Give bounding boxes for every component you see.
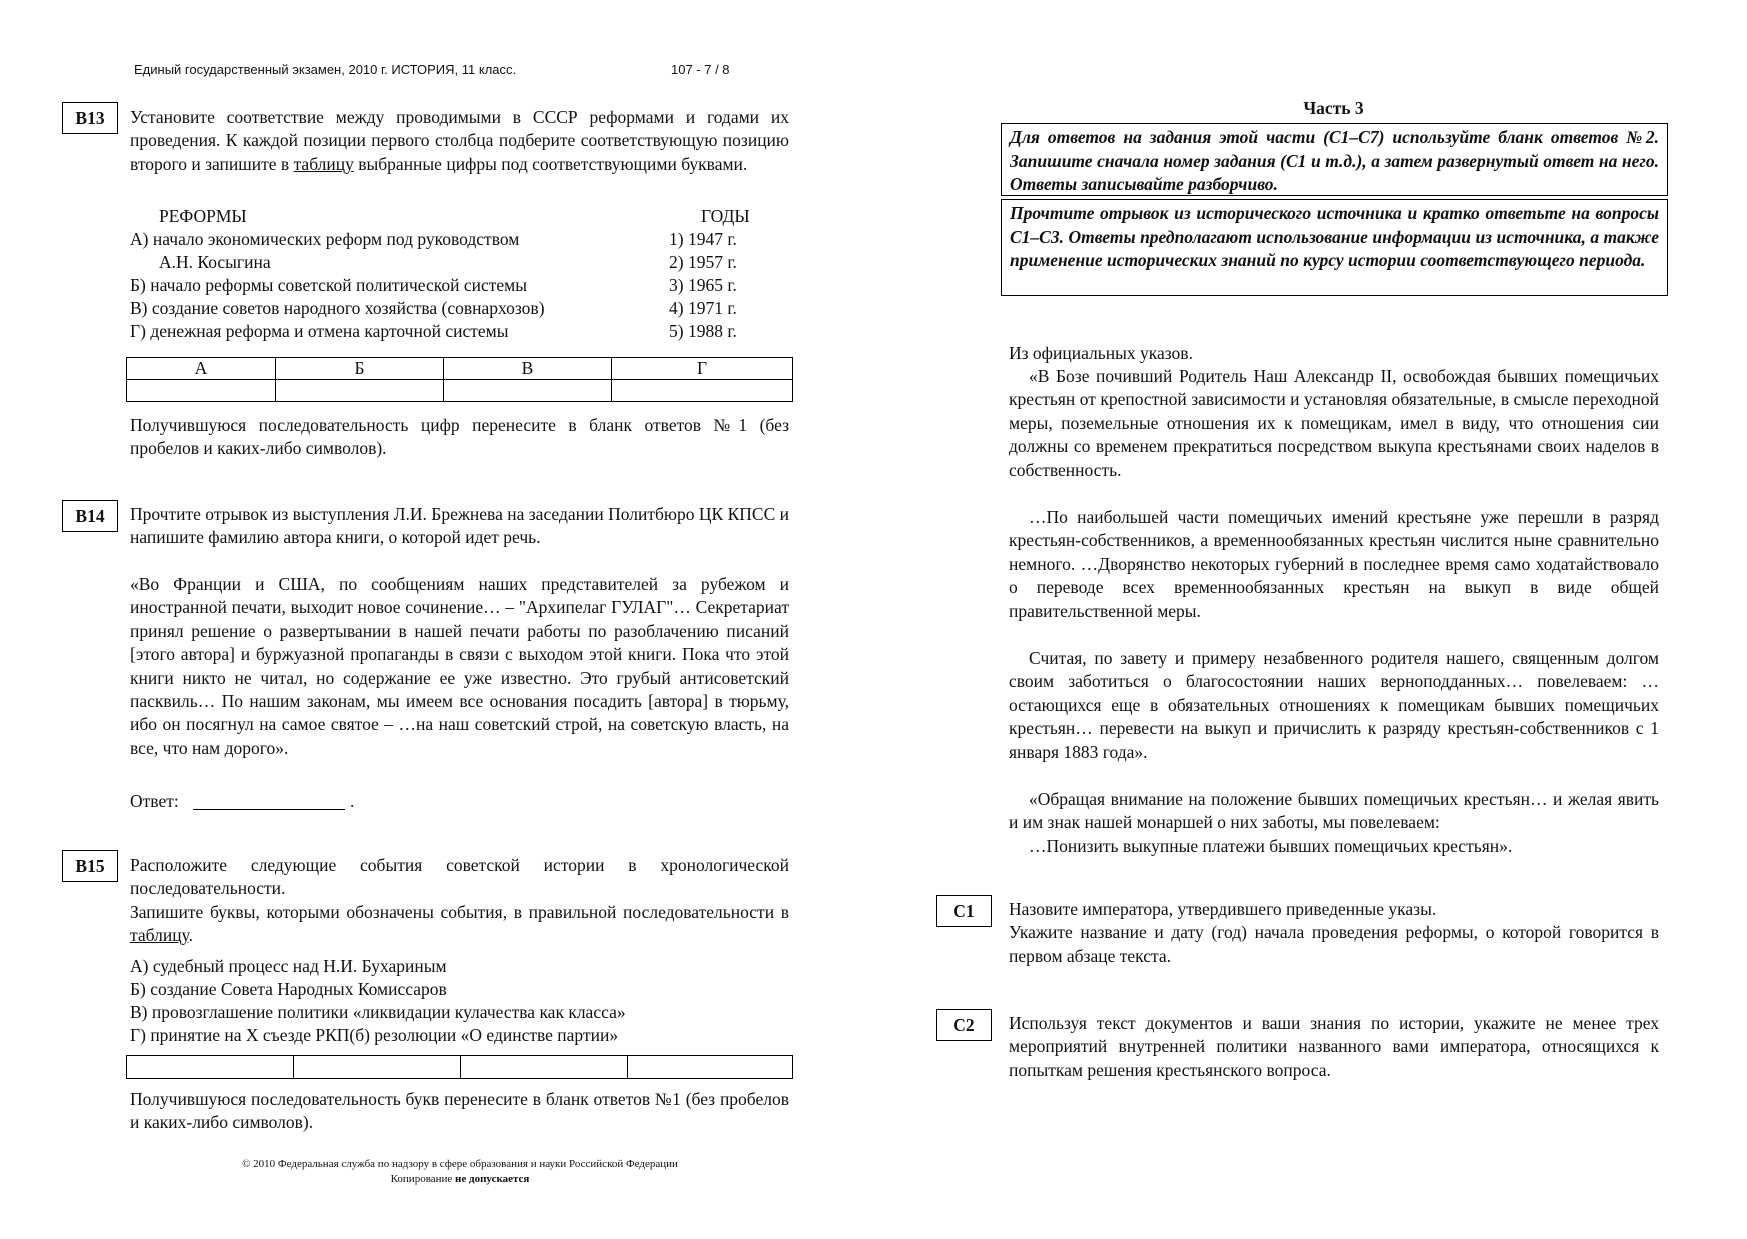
b15-answer-cell[interactable]	[294, 1056, 461, 1079]
b14-quote: «Во Франции и США, по сообщениям наших представителей за рубежом и иностранной печати, выходит новое сочинение… – "Архипелаг ГУЛАГ"… Секретариат принял решение о развертывании в нашей печати работы по разоблачению писаний [этого автора] и буржуазной пропаганды в связи с выходом этой книги. Пока что этой книги никто не читал, но содержание ее уже известно. Это грубый антисоветский пасквиль… По нашим законам, мы имеем все основания посадить [автора] в тюрьму, ибо он посягнул на самое святое – …на наш советский строй, на советскую власть, на все, что нам дорого».	[130, 574, 789, 758]
b13-col-years: ГОДЫ	[701, 206, 750, 226]
source-para-4: «Обращая внимание на положение бывших помещичьих крестьян… и желая явить и им знак нашей монаршей о них заботы, мы повелеваем:	[1009, 789, 1659, 833]
b15-item-g: Г) принятие на X съезде РКП(б) резолюции «О единстве партии»	[130, 1025, 619, 1045]
source-para-2: …По наибольшей части помещичьих имений крестьяне уже перешли в разряд крестьян-собственников, а временнообязанных крестьян числится ныне сравнительно немного. …Дворянство некоторых губерний в последнее время само ходатайствовало о переводе всех временнообязанных крестьян на выкуп в виде общей правительственной меры.	[1009, 507, 1659, 621]
b13-item-a-cont: А.Н. Косыгина	[159, 252, 271, 272]
page-code: 107 - 7 / 8	[671, 62, 730, 77]
b15-item-b: Б) создание Совета Народных Комиссаров	[130, 979, 447, 999]
b14-answer-line[interactable]	[193, 809, 345, 810]
b13-year-2: 2) 1957 г.	[669, 252, 737, 272]
source-para-1: «В Бозе почивший Родитель Наш Александр II, освобождая бывших помещичьих крестьян от крепостной зависимости и установляя обязательные, в смысле переходной меры, поземельные отношения их к помещикам, имел в виду, что отношения сии должны со временем прекратиться посредством выкупа крестьянами своих наделов в собственность.	[1009, 366, 1659, 480]
b13-item-a: А) начало экономических реформ под руководством	[130, 229, 520, 249]
b15-item-a: А) судебный процесс над Н.И. Бухариным	[130, 956, 447, 976]
b13-table-link: таблицу	[293, 153, 354, 174]
b13-answer-cell[interactable]	[444, 380, 612, 402]
footer-copy-note: Копирование не допускается	[390, 1173, 530, 1185]
task-tag-b15: B15	[62, 850, 118, 882]
b13-year-5: 5) 1988 г.	[669, 321, 737, 341]
b15-answer-cell[interactable]	[461, 1056, 628, 1079]
b13-year-4: 4) 1971 г.	[669, 298, 737, 318]
source-title: Из официальных указов.	[1009, 343, 1193, 363]
b15-table-link: таблицу	[130, 925, 189, 946]
b13-item-b: Б) начало реформы советской политической системы	[130, 275, 527, 295]
source-para-3: Считая, по завету и примеру незабвенного родителя нашего, священным долгом своим заботиться о благосостоянии наших верноподданных… повелеваем: …остающихся еще в обязательных отношениях к помещикам бывших помещичьих крестьян… перевести на выкуп и причислить к разряду крестьян-собственников с 1 января 1883 года».	[1009, 648, 1659, 762]
task-tag-b14: B14	[62, 500, 118, 532]
b13-col-g: Г	[612, 358, 793, 380]
b13-note: Получившуюся последовательность цифр перенесите в бланк ответов №1 (без пробелов и каких-либо символов).	[130, 415, 789, 459]
part3-instruction-box: Для ответов на задания этой части (С1–С7) используйте бланк ответов №2. Запишите сначала номер задания (С1 и т.д.), а затем развернутый ответ на него. Ответы записывайте разборчиво.	[1001, 123, 1668, 196]
part3-source-instruction-box: Прочтите отрывок из исторического источника и кратко ответьте на вопросы С1–С3. Ответы предполагают использование информации из источника, а также применение исторических знаний по курсу истории соответствующего периода.	[1001, 199, 1668, 296]
exam-header: Единый государственный экзамен, 2010 г. ИСТОРИЯ, 11 класс.	[134, 62, 517, 77]
b14-answer-label: Ответ:	[130, 791, 179, 811]
b15-item-v: В) провозглашение политики «ликвидации кулачества как класса»	[130, 1002, 626, 1022]
b15-instruction: Запишите буквы, которыми обозначены события, в правильной последовательности в таблицу.	[130, 902, 789, 946]
b13-col-v: В	[444, 358, 612, 380]
b14-intro: Прочтите отрывок из выступления Л.И. Брежнева на заседании Политбюро ЦК КПСС и напишите фамилию автора книги, о которой идет речь.	[130, 504, 789, 548]
footer-copyright: © 2010 Федеральная служба по надзору в сфере образования и науки Российской Федерации	[242, 1158, 678, 1170]
b13-answer-cell[interactable]	[127, 380, 276, 402]
source-para-5: …Понизить выкупные платежи бывших помещичьих крестьян».	[1029, 836, 1513, 856]
b13-answer-cell[interactable]	[612, 380, 793, 402]
b15-intro: Расположите следующие события советской истории в хронологической последовательности.	[130, 855, 789, 899]
b14-answer-tail: .	[350, 791, 355, 811]
b13-col-b: Б	[276, 358, 444, 380]
task-tag-c1: C1	[936, 895, 992, 927]
b13-item-v: В) создание советов народного хозяйства (совнархозов)	[130, 298, 545, 318]
c1-question: Назовите императора, утвердившего приведенные указы. Укажите название и дату (год) начала проведения реформы, о которой говорится в первом абзаце текста.	[1009, 899, 1659, 966]
c2-question: Используя текст документов и ваши знания по истории, укажите не менее трех мероприятий внутренней политики названного вами императора, относящихся к попыткам решения крестьянского вопроса.	[1009, 1013, 1659, 1080]
part3-title: Часть 3	[1303, 98, 1364, 118]
b15-answer-table	[126, 1055, 793, 1079]
task-tag-c2: C2	[936, 1009, 992, 1041]
b13-answer-cell[interactable]	[276, 380, 444, 402]
b13-col-reforms: РЕФОРМЫ	[159, 206, 247, 226]
b13-year-3: 3) 1965 г.	[669, 275, 737, 295]
b15-answer-cell[interactable]	[127, 1056, 294, 1079]
task-tag-b13: B13	[62, 102, 118, 134]
b15-note: Получившуюся последовательность букв перенесите в бланк ответов №1 (без пробелов и каких-либо символов).	[130, 1089, 789, 1133]
b13-intro: Установите соответствие между проводимыми в СССР реформами и годами их проведения. К каждой позиции первого столбца подберите соответствующую позицию второго и запишите в таблицу выбранные цифры под соответствующими буквами.	[130, 107, 789, 174]
b13-item-g: Г) денежная реформа и отмена карточной системы	[130, 321, 509, 341]
b13-col-a: А	[127, 358, 276, 380]
footer	[140, 1157, 780, 1187]
b13-year-1: 1) 1947 г.	[669, 229, 737, 249]
b15-answer-cell[interactable]	[628, 1056, 793, 1079]
b13-answer-table	[126, 357, 793, 402]
